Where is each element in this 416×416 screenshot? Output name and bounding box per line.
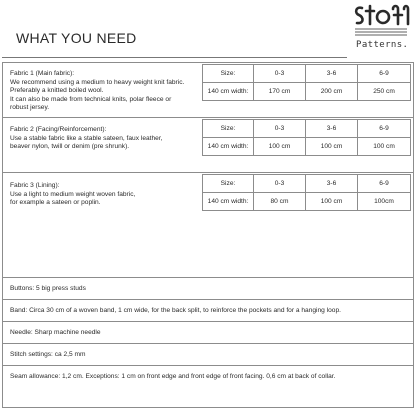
- band-note: Band: Circa 30 cm of a woven band, 1 cm wide, for the back split, to reinforce the pockets and for a hanging loop.: [10, 307, 341, 314]
- brand-wordmark: Patterns.: [356, 40, 409, 50]
- size-cell: 6-9: [358, 120, 411, 138]
- buttons-note: Buttons: 5 big press studs: [10, 285, 86, 292]
- fabric-line: Use a light to medium weight woven fabric,: [10, 190, 136, 198]
- width-label: 140 cm width:: [203, 83, 254, 101]
- fabric-title: Fabric 3 (Lining):: [10, 182, 60, 189]
- fabric-description: [10, 126, 198, 152]
- fabric-line: robust jersey.: [10, 104, 50, 112]
- size-label: Size:: [203, 120, 254, 138]
- fabric-row: [3, 63, 413, 118]
- fabric-title: Fabric 2 (Facing/Reinforcement):: [10, 126, 107, 133]
- size-cell: 0-3: [254, 120, 306, 138]
- amount-cell: 100 cm: [358, 138, 411, 156]
- fabric-line: Preferably a knitted boiled wool.: [10, 87, 104, 95]
- amount-cell: 100 cm: [306, 193, 358, 211]
- size-cell: 3-6: [306, 65, 358, 83]
- page-title: WHAT YOU NEED: [16, 30, 137, 46]
- amount-cell: 100 cm: [254, 138, 306, 156]
- amount-cell: 80 cm: [254, 193, 306, 211]
- size-cell: 3-6: [306, 120, 358, 138]
- size-table: [202, 119, 411, 156]
- notes-row: [3, 300, 413, 322]
- notes-row: [3, 366, 413, 407]
- fabric-line: for example a sateen or poplin.: [10, 199, 101, 207]
- size-label: Size:: [203, 65, 254, 83]
- amount-cell: 100cm: [358, 193, 411, 211]
- amount-cell: 100 cm: [306, 138, 358, 156]
- notes-row: [3, 344, 413, 366]
- size-cell: 6-9: [358, 175, 411, 193]
- notes-row: [3, 322, 413, 344]
- amount-cell: 170 cm: [254, 83, 306, 101]
- brand-logo-mark: [352, 2, 410, 38]
- seam-allowance-note: Seam allowance: 1,2 cm. Exceptions: 1 cm on front edge and front edge of front facing. 0,6 cm at back of collar.: [10, 373, 336, 380]
- amount-cell: 200 cm: [306, 83, 358, 101]
- materials-sheet: [2, 62, 414, 408]
- fabric-row: [3, 118, 413, 173]
- fabric-title: Fabric 1 (Main fabric):: [10, 70, 75, 77]
- needle-note: Needle: Sharp machine needle: [10, 329, 101, 336]
- size-cell: 0-3: [254, 65, 306, 83]
- fabric-line: We recommend using a medium to heavy weight knit fabric.: [10, 78, 185, 86]
- size-label: Size:: [203, 175, 254, 193]
- size-cell: 6-9: [358, 65, 411, 83]
- title-divider: [2, 57, 347, 58]
- fabric-line: beaver nylon, twill or denim (pre shrunk).: [10, 143, 130, 151]
- fabric-row: [3, 173, 413, 278]
- fabric-description: [10, 70, 198, 113]
- size-cell: 3-6: [306, 175, 358, 193]
- size-table: [202, 174, 411, 211]
- stitch-note: Stitch settings: ca 2,5 mm: [10, 351, 86, 358]
- fabric-line: Use a stable fabric like a stable sateen, faux leather,: [10, 134, 163, 142]
- size-cell: 0-3: [254, 175, 306, 193]
- width-label: 140 cm width:: [203, 138, 254, 156]
- size-table: [202, 64, 411, 101]
- brand-logo: [352, 2, 412, 52]
- amount-cell: 250 cm: [358, 83, 411, 101]
- fabric-description: [10, 182, 198, 208]
- notes-row: [3, 278, 413, 300]
- width-label: 140 cm width:: [203, 193, 254, 211]
- fabric-line: It can also be made from technical knits, polar fleece or: [10, 95, 172, 103]
